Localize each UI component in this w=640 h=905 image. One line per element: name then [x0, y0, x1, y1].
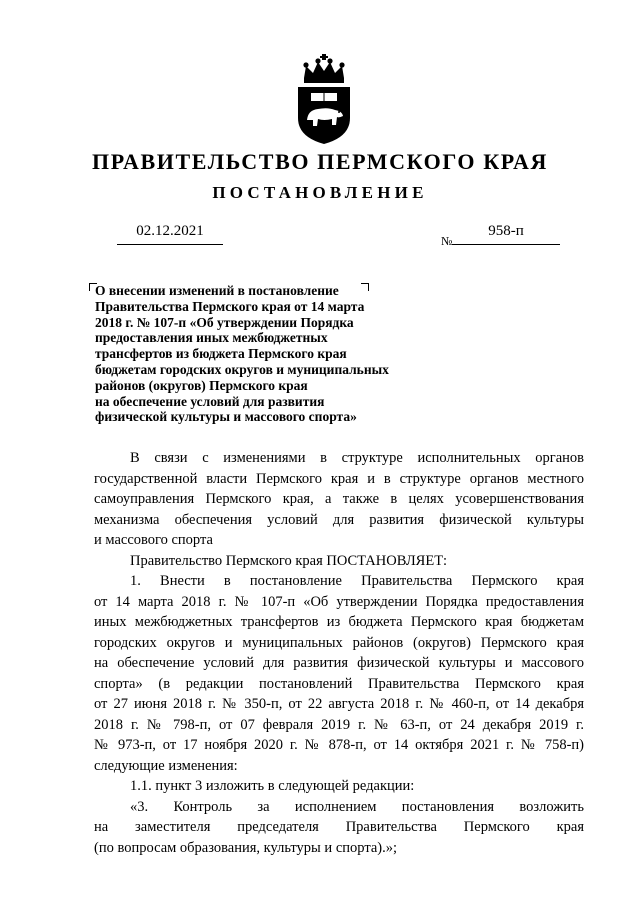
subject-line: Правительства Пермского края от 14 марта — [95, 298, 365, 314]
decree-date: 02.12.2021 — [136, 223, 204, 239]
date-underline — [117, 244, 223, 245]
resolves-clause: Правительство Пермского края ПОСТАНОВЛЯЕТ: — [130, 552, 448, 569]
subject-line: районов (округов) Пермского края — [95, 377, 308, 393]
subject-line: предоставления иных межбюджетных — [95, 330, 328, 346]
preamble-line: государственной власти Пермского края и в структуре органов местного — [94, 470, 584, 487]
item-3-line: «3. Контроль за исполнением постановления возложить — [130, 798, 584, 815]
item-3-line: на заместителя председателя Правительства Пермского края — [94, 819, 584, 835]
item-1-line: следующие изменения: — [94, 757, 238, 774]
decree-number: 958-п — [488, 223, 524, 239]
number-label: № — [441, 234, 453, 248]
subject-line: 2018 г. № 107-п «Об утверждении Порядка — [95, 314, 354, 330]
subject-line: О внесении изменений в постановление — [95, 283, 339, 298]
item-1-line: 2018 г. № 798-п, от 07 февраля 2019 г. № 63-п, от 24 декабря 2019 г. — [94, 716, 584, 733]
preamble-line: самоуправления Пермского края, а также в целях усовершенствования — [94, 491, 584, 507]
item-1-line: 1. Внести в постановление Правительства Пермского края — [130, 573, 584, 589]
government-title: ПРАВИТЕЛЬСТВО ПЕРМСКОГО КРАЯ — [92, 149, 548, 174]
item-1-1: 1.1. пункт 3 изложить в следующей редакции: — [130, 778, 415, 794]
subject-line: трансфертов из бюджета Пермского края — [95, 346, 347, 362]
item-1-line: от 27 июня 2018 г. № 350-п, от 22 августа 2018 г. № 460-п, от 14 декабря — [94, 696, 584, 712]
preamble-line: механизма обеспечения условий для развития физической культуры — [94, 511, 584, 528]
item-1-line: спорта» (в редакции постановлений Правительства Пермского края — [94, 675, 584, 692]
subject-line: на обеспечение условий для развития — [95, 393, 325, 409]
item-1-line: № 973-п, от 17 ноября 2020 г. № 878-п, от 14 октября 2021 г. № 758-п) — [94, 737, 584, 753]
item-1-line: на обеспечение условий для развития физической культуры и массового — [94, 655, 584, 671]
perm-coat-of-arms-icon — [291, 54, 357, 146]
subject-line: бюджетам городских округов и муниципальных — [95, 361, 389, 377]
preamble-line: и массового спорта — [94, 532, 213, 548]
decree-subject — [95, 283, 445, 425]
subject-line: физической культуры и массового спорта» — [95, 409, 357, 425]
item-3-line: (по вопросам образования, культуры и спорта).»; — [94, 839, 397, 856]
decree-body — [94, 448, 584, 858]
item-1-line: иных межбюджетных трансфертов из бюджета Пермского края бюджетам — [94, 614, 584, 630]
item-1-line: от 14 марта 2018 г. № 107-п «Об утверждении Порядка предоставления — [94, 593, 584, 610]
decree-title: ПОСТАНОВЛЕНИЕ — [212, 183, 428, 202]
preamble-line: В связи с изменениями в структуре исполнительных органов — [130, 450, 584, 466]
number-underline — [452, 244, 560, 245]
item-1-line: городских округов и муниципальных районов (округов) Пермского края — [94, 634, 584, 651]
